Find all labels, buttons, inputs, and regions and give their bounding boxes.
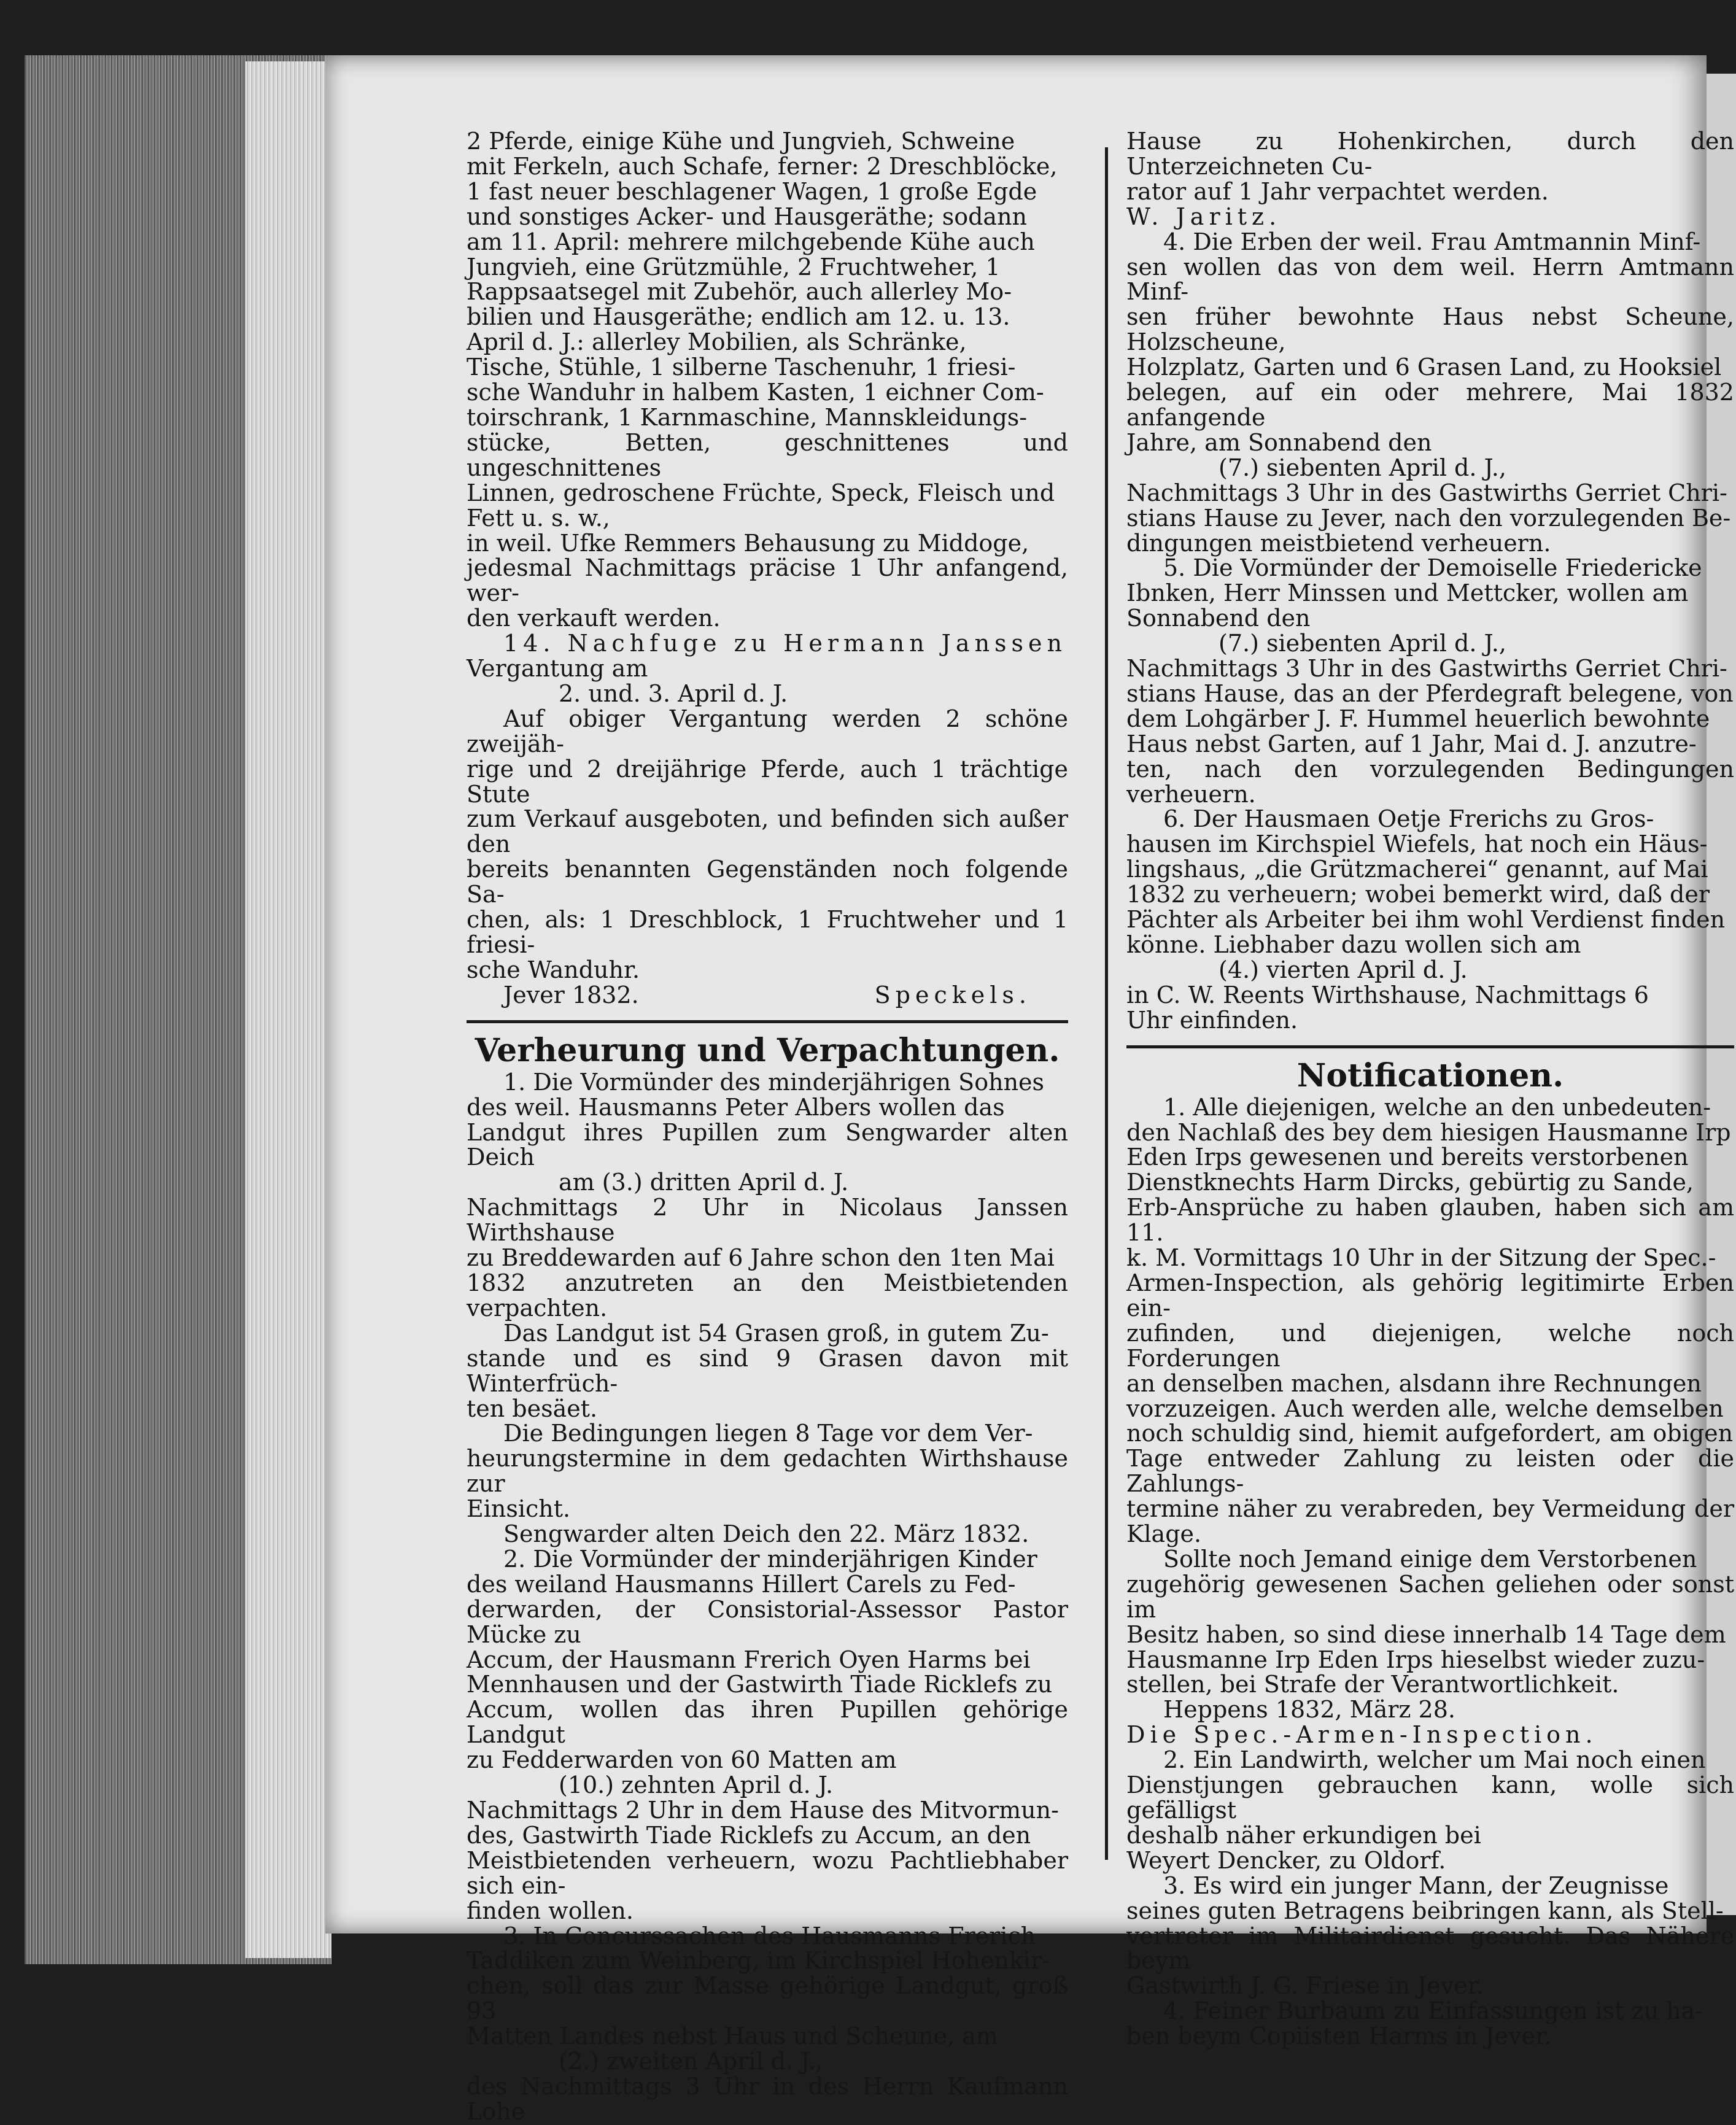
notice-1-place: Heppens 1832, März 28.	[1163, 1696, 1455, 1724]
newspaper-page	[325, 55, 1734, 2125]
item-14-title: 14. Nachfuge zu Hermann Janssen	[503, 630, 1068, 657]
lease-2-intro: 2. Die Vormünder der minderjährigen Kinder des weiland Hausmanns Hillert Carels zu Fed- derwarden, der Consistorial-Assessor Pastor Mücke zu Accum, der Hausmann Frerich Oyen Harms bei Mennhausen und der Gastwirth Tiade Ricklefs zu Accum, wollen das ihren Pupillen gehörige Landgut zu Fedderwarden von 60 Matten am	[467, 1545, 1068, 1774]
item-14-body: Auf obiger Vergantung werden 2 schöne zweijäh- rige und 2 dreijährige Pferde, auch 1 trächtige Stute zum Verkauf ausgeboten, und befinden sich außer den bereits benannten Gegenständen noch folgende Sa- chen, als: 1 Dreschblock, 1 Fruchtweher und 1 friesi- sche Wanduhr.	[467, 705, 1068, 983]
section-divider	[467, 1020, 1068, 1023]
lease-2-body: Nachmittags 2 Uhr in dem Hause des Mitvormun- des, Gastwirth Tiade Ricklefs zu Accum, an den Meistbietenden verheuern, wozu Pachtliebhaber sich ein- finden wollen.	[467, 1797, 1068, 1924]
lease-1-intro: 1. Die Vormünder des minderjährigen Sohnes des weil. Hausmanns Peter Albers wollen das Landgut ihres Pupillen zum Sengwarder alten Deich	[467, 1068, 1068, 1171]
lease-4-body: Nachmittags 3 Uhr in des Gastwirths Gerriet Chri- stians Hause zu Jever, nach den vorzulegenden Be- dingungen meistbietend verheuern.	[1126, 479, 1731, 557]
lease-1-place: Sengwarder alten Deich den 22. März 1832.	[503, 1520, 1029, 1548]
lease-3-date: (2.) zweiten April d. J.,	[559, 2048, 823, 2075]
item-14-place: Jever 1832.	[503, 981, 639, 1008]
item-14-footer	[467, 983, 1068, 1008]
lease-5-date: (7.) siebenten April d. J.,	[1219, 630, 1506, 657]
item-14-date: 2. und. 3. April d. J.	[559, 679, 788, 707]
notice-2-intro: 2. Ein Landwirth, welcher um Mai noch einen Dienstjungen gebrauchen kann, wolle sich gefälligst deshalb näher erkundigen bei	[1126, 1746, 1734, 1849]
notice-3-intro: 3. Es wird ein junger Mann, der Zeugnisse seines guten Betragens beibringen kann, als Stell- vertreter im Militairdienst gesucht. Das Nähere beym	[1126, 1871, 1734, 1975]
lease-1-body: Nachmittags 2 Uhr in Nicolaus Janssen Wirthshause zu Breddewarden auf 6 Jahre schon den 1ten Mai 1832 anzutreten an den Meistbietenden verpachten.	[467, 1194, 1068, 1322]
lease-4-date: (7.) siebenten April d. J.,	[1219, 454, 1506, 481]
right-column	[1126, 129, 1734, 2049]
lease-6-intro: 6. Der Hausmaen Oetje Frerichs zu Gros- hausen im Kirchspiel Wiefels, hat noch ein Häus- lingshaus, „die Grützmacherei“ genannt, auf Mai 1832 zu verheuern; wobei bemerkt wird, daß der Pächter als Arbeiter bei ihm wohl Verdienst finden könne. Liebhaber dazu wollen sich am	[1126, 805, 1726, 958]
lease-5-body: Nachmittags 3 Uhr in des Gastwirths Gerriet Chri- stians Hause, das an der Pferdegraft belegene, von dem Lohgärber J. F. Hummel heuerlich bewohnte Haus nebst Garten, auf 1 Jahr, Mai d. J. anzutre- ten, nach den vorzulegenden Bedingungen verheuern.	[1126, 655, 1734, 808]
lease-1-body-2: Das Landgut ist 54 Grasen groß, in gutem Zu- stande und es sind 9 Grasen davon mit Winterfrüch- ten besäet.	[467, 1319, 1068, 1422]
item-14-signature: Speckels.	[874, 981, 1031, 1008]
page-stack-edge	[246, 61, 331, 1958]
auction-location: in weil. Ufke Remmers Behausung zu Middoge, jedesmal Nachmittags präcise 1 Uhr anfangend, wer- den verkauft werden.	[467, 529, 1068, 632]
lease-3-signature: W. Jaritz.	[1126, 203, 1282, 230]
lease-1-date: am (3.) dritten April d. J.	[559, 1169, 849, 1196]
column-divider	[1105, 147, 1108, 1860]
lease-1-body-3: Die Bedingungen liegen 8 Tage vor dem Ver- heurungstermine in dem gedachten Wirthshause zur Einsicht.	[467, 1420, 1068, 1523]
item-14-title-cont: Vergantung am	[467, 655, 648, 683]
left-column	[467, 129, 1068, 2124]
notice-2-signature: Weyert Dencker, zu Oldorf.	[1126, 1846, 1446, 1874]
section-divider-right	[1126, 1045, 1734, 1048]
lease-6-body: in C. W. Reents Wirthshause, Nachmittags 6 Uhr einfinden.	[1126, 981, 1649, 1034]
lease-4-intro: 4. Die Erben der weil. Frau Amtmannin Minf- sen wollen das von dem weil. Herrn Amtmann Minf- sen früher bewohnte Haus nebst Scheune, Holzscheune, Holzplatz, Garten und 6 Grasen Land, zu Hooksiel belegen, auf ein oder mehrere, Mai 1832 anfangende Jahre, am Sonnabend den	[1126, 228, 1734, 456]
notice-3-signature: Gastwirth J. G. Friese in Jever.	[1126, 1972, 1484, 2000]
lease-3-body: des Nachmittags 3 Uhr in des Herrn Kaufmann Lohe	[467, 2072, 1068, 2125]
notice-1-intro: 1. Alle diejenigen, welche an den unbedeuten- den Nachlaß des bey dem hiesigen Hausmanne Irp Eden Irps gewesenen und bereits verstorbenen Dienstknechts Harm Dircks, gebürtig zu Sande, Erb-Ansprüche zu haben glauben, haben sich am 11. k. M. Vormittags 10 Uhr in der Sitzung der Spec.- Armen-Inspection, als gehörig legitimirte Erben ein- zufinden, und diejenigen, welche noch Forderungen an denselben machen, alsdann ihre Rechnungen vorzuzeigen. Auch werden alle, welche demselben noch schuldig sind, hiemit aufgefordert, am obigen Tage entweder Zahlung zu leisten oder die Zahlungs- termine näher zu verabreden, bey Vermeidung der Klage.	[1126, 1093, 1734, 1548]
notice-1-body-2: Sollte noch Jemand einige dem Verstorbenen zugehörig gewesenen Sachen geliehen oder sonst im Besitz haben, so sind diese innerhalb 14 Tage dem Hausmanne Irp Eden Irps hieselbst wieder zuzu- stellen, bei Strafe der Verantwortlichkeit.	[1126, 1545, 1734, 1698]
lease-3-intro: 3. In Concurssachen des Hausmanns Frerich Taddiken zum Weinberg, im Kirchspiel Hohenkir- chen, soll das zur Masse gehörige Landgut, groß 93 Matten Landes nebst Haus und Scheune, am	[467, 1922, 1068, 2050]
lease-2-date: (10.) zehnten April d. J.	[559, 1771, 834, 1799]
section-heading-notificationen: Notificationen.	[1296, 1056, 1564, 1094]
lease-6-date: (4.) vierten April d. J.	[1219, 956, 1468, 983]
lease-5-intro: 5. Die Vormünder der Demoiselle Friedericke Ibnken, Herr Minssen und Mettcker, wollen am Sonnabend den	[1126, 554, 1702, 632]
lease-3-continuation: Hause zu Hohenkirchen, durch den Unterzeichneten Cu- rator auf 1 Jahr verpachtet werden.	[1126, 128, 1734, 205]
auction-continuation: 2 Pferde, einige Kühe und Jungvieh, Schweine mit Ferkeln, auch Schafe, ferner: 2 Dreschblöcke, 1 fast neuer beschlagener Wagen, 1 große Egde und sonstiges Acker- und Hausgeräthe; sodann am 11. April: mehrere milchgebende Kühe auch Jungvieh, eine Grützmühle, 2 Fruchtweher, 1 Rappsaatsegel mit Zubehör, auch allerley Mo- bilien und Hausgeräthe; endlich am 12. u. 13. April d. J.: allerley Mobilien, als Schränke, Tische, Stühle, 1 silberne Taschenuhr, 1 friesi- sche Wanduhr in halbem Kasten, 1 eichner Com- toirschrank, 1 Karnmaschine, Mannskleidungs- stücke, Betten, geschnittenes und ungeschnittenes Linnen, gedroschene Früchte, Speck, Fleisch und Fett u. s. w.,	[467, 128, 1068, 532]
notice-1-signature: Die Spec.-Armen-Inspection.	[1126, 1721, 1598, 1749]
notice-4-intro: 4. Feiner Burbaum zu Einfassungen ist zu ha- ben beym Copiisten Harms in Jever.	[1126, 1997, 1703, 2050]
section-heading-verheurung: Verheurung und Verpachtungen.	[475, 1031, 1060, 1069]
